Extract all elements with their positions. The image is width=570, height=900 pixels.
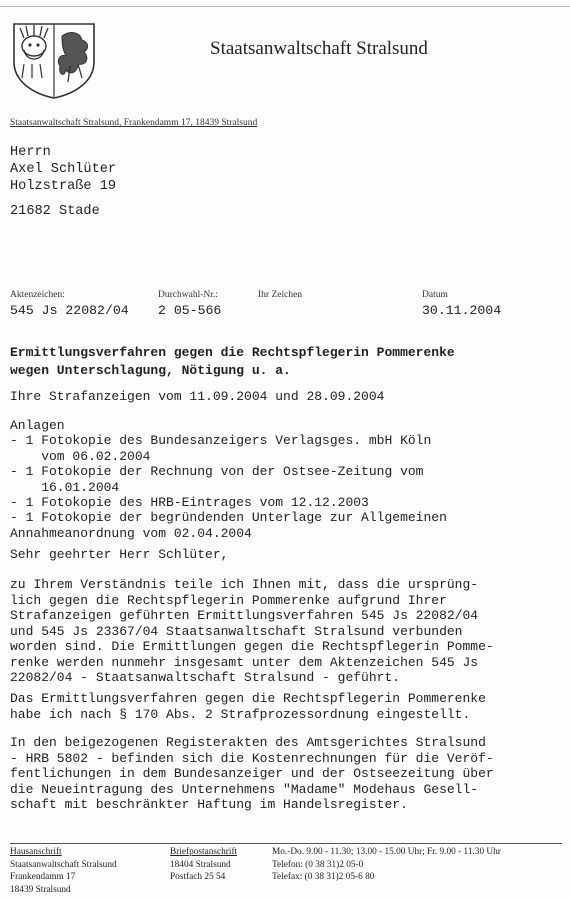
coat-of-arms-icon xyxy=(10,18,98,100)
recipient-street: Holzstraße 19 xyxy=(10,179,117,194)
case-number-value: 545 Js 22082/04 xyxy=(10,303,129,318)
footer-postal-line: 18404 Stralsund xyxy=(170,859,231,870)
footer-house-line: Staatsanwaltschaft Stralsund xyxy=(10,859,117,870)
footer-hours: Mo.-Do. 9.00 - 11.30; 13.00 - 15.00 Uhr; Fr. 9.00 - 11.30 Uhr xyxy=(272,847,501,857)
extension-value: 2 05-566 xyxy=(158,303,222,318)
case-number-label: Aktenzeichen: xyxy=(10,290,65,300)
footer-house-line: 18439 Stralsund xyxy=(10,884,71,895)
footer-postal-line: Postfach 25 54 xyxy=(170,872,226,882)
subject-block xyxy=(10,344,560,380)
date-value: 30.11.2004 xyxy=(422,303,502,318)
footer-postal-address xyxy=(170,846,237,884)
attachment-item: - 1 Fotokopie des Bundesanzeigers Verlagsges. mbH Köln vom 06.02.2004 xyxy=(10,433,432,464)
your-reference-label: Ihr Zeichen xyxy=(258,290,303,300)
attachments-heading: Anlagen xyxy=(10,418,65,433)
recipient-name: Axel Schlüter xyxy=(10,162,117,177)
recipient-city: 21682 Stade xyxy=(10,204,100,219)
footer-contact xyxy=(272,846,568,884)
footer-house-line: Frankendamm 17 xyxy=(10,872,76,882)
return-address: Staatsanwaltschaft Stralsund, Frankendamm 17, 18439 Stralsund xyxy=(10,118,258,128)
footer-house-heading: Hausanschrift xyxy=(10,847,62,857)
footer-rule xyxy=(10,843,562,844)
greeting: Sehr geehrter Herr Schlüter, xyxy=(10,547,229,562)
attachment-item: - 1 Fotokopie des HRB-Eintrages vom 12.12.2003 xyxy=(10,495,369,510)
paragraph-3: In den beigezogenen Registerakten des Amtsgerichtes Stralsund - HRB 5802 - befinden sich die Kostenrechnungen für die Veröf- fentlichungen in dem Bundesanzeiger und der Ostseezeitung über die Neueintragung des Unternehmens "Madame" Modehaus Gesell- schaft mit beschränkter Haftung im Handelsregister. xyxy=(10,735,494,812)
date-label: Datum xyxy=(422,290,448,300)
authority-name: Staatsanwaltschaft Stralsund xyxy=(210,38,428,59)
footer-house-address xyxy=(10,846,117,896)
recipient-salutation: Herrn xyxy=(10,145,51,160)
attachment-item: - 1 Fotokopie der Rechnung von der Ostsee-Zeitung vom 16.01.2004 xyxy=(10,464,424,495)
footer-phone: Telefon: (0 38 31)2 05-0 xyxy=(272,859,364,870)
top-rule xyxy=(0,6,570,7)
subject-line-2: wegen Unterschlagung, Nötigung u. a. xyxy=(10,363,291,378)
extension-label: Durchwahl-Nr.: xyxy=(158,290,218,300)
attachment-item: - 1 Fotokopie der begründenden Unterlage zur Allgemeinen Annahmeanordnung vom 02.04.2004 xyxy=(10,510,447,541)
paragraph-2: Das Ermittlungsverfahren gegen die Rechtspflegerin Pommerenke habe ich nach § 170 Abs. 2 Strafprozessordnung eingestellt. xyxy=(10,691,486,722)
footer-fax: Telefax: (0 38 31)2 05-6 80 xyxy=(272,872,375,882)
reference-line: Ihre Strafanzeigen vom 11.09.2004 und 28.09.2004 xyxy=(10,389,385,404)
subject-line-1: Ermittlungsverfahren gegen die Rechtspflegerin Pommerenke xyxy=(10,345,455,360)
paragraph-1: zu Ihrem Verständnis teile ich Ihnen mit, dass die ursprüng- lich gegen die Rechtspflegerin Pommerenke aufgrund Ihrer Strafanzeigen geführten Ermittlungsverfahren 545 Js 22082/04 und 545 Js 23367/04 Staatsanwaltschaft Stralsund verbunden worden sind. Die Ermittlungen gegen die Rechtspflegerin Pomme- renke werden nunmehr insgesamt unter dem Aktenzeichen 545 Js 22082/04 - Staatsanwaltschaft Stralsund - geführt. xyxy=(10,577,494,685)
footer-postal-heading: Briefpostanschrift xyxy=(170,847,238,857)
